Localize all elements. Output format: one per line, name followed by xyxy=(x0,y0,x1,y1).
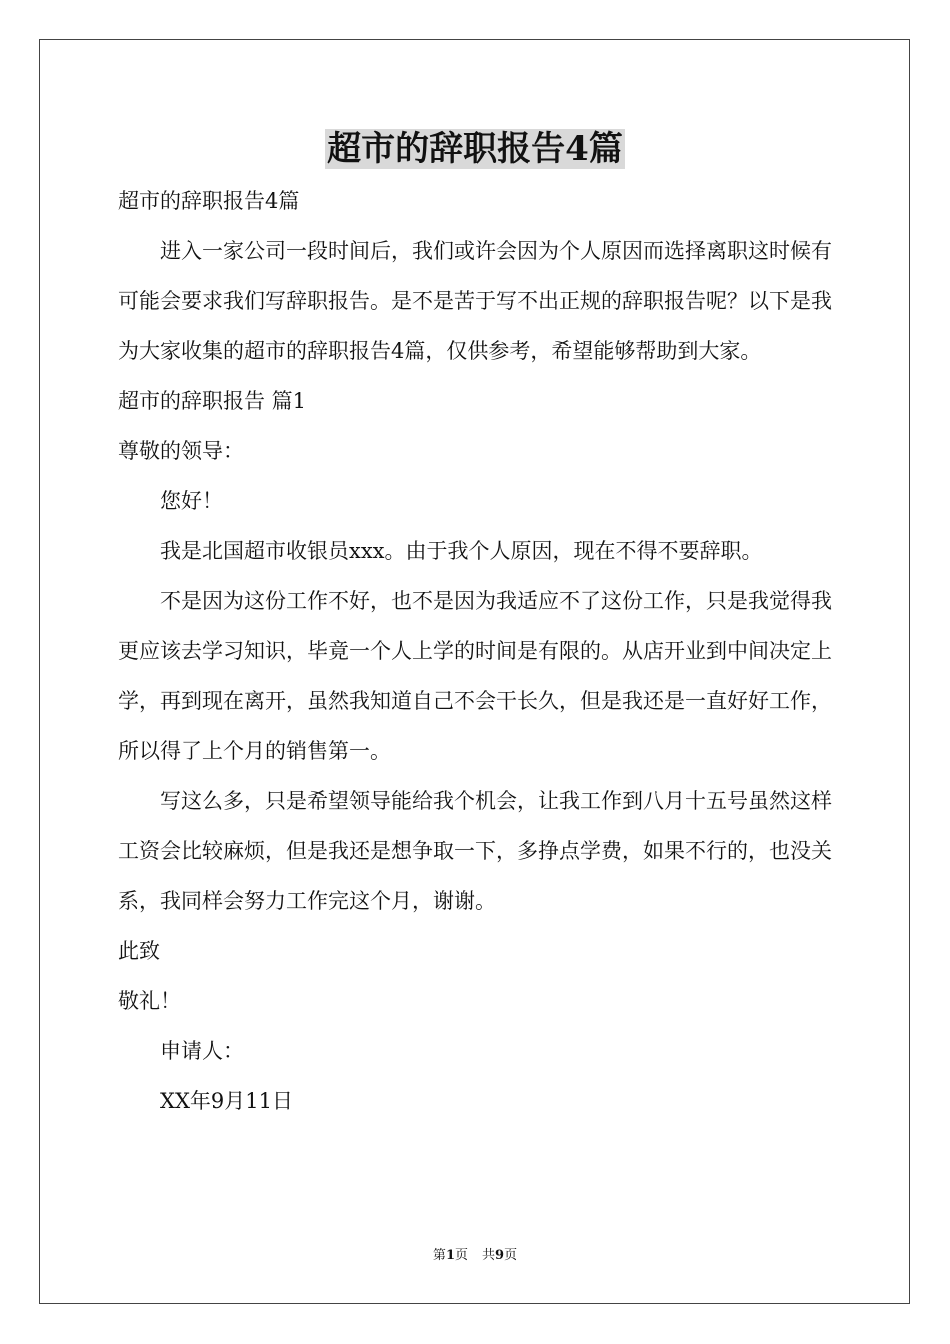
page-label-suffix: 页 xyxy=(454,1248,468,1263)
total-label-suffix: 页 xyxy=(504,1248,518,1263)
body-paragraph-2: 不是因为这份工作不好，也不是因为我适应不了这份工作，只是我觉得我更应该去学习知识，毕竟一个人上学的时间是有限的。从店开业到中间决定上学，再到现在离开，虽然我知道自己不会干长久，但是我还是一直好好工作，所以得了上个月的销售第一。 xyxy=(118,589,832,763)
section-heading: 超市的辞职报告 篇1 xyxy=(118,389,307,413)
body-paragraph-3: 写这么多，只是希望领导能给我个机会，让我工作到八月十五号虽然这样工资会比较麻烦，但是我还是想争取一下，多挣点学费，如果不行的，也没关系，我同样会努力工作完这个月，谢谢。 xyxy=(118,789,832,913)
document-body xyxy=(118,176,836,1126)
page-footer xyxy=(0,1246,950,1266)
page-label-prefix: 第 xyxy=(432,1248,446,1263)
salutation: 尊敬的领导： xyxy=(118,439,244,463)
greeting: 您好！ xyxy=(160,489,223,513)
intro-paragraph: 进入一家公司一段时间后，我们或许会因为个人原因而选择离职这时候有可能会要求我们写辞职报告。是不是苦于写不出正规的辞职报告呢？以下是我为大家收集的超市的辞职报告4篇，仅供参考，希望能够帮助到大家。 xyxy=(118,239,832,363)
applicant-label: 申请人： xyxy=(160,1039,244,1063)
total-label-prefix: 共 xyxy=(482,1248,496,1263)
page-current: 1 xyxy=(445,1248,455,1263)
document-title xyxy=(0,124,950,174)
signature-date: XX年9月11日 xyxy=(160,1089,293,1113)
document-title-text: 超市的辞职报告4篇 xyxy=(327,129,623,169)
page-total: 9 xyxy=(495,1248,505,1263)
document-subtitle: 超市的辞职报告4篇 xyxy=(118,189,300,213)
closing-line-1: 此致 xyxy=(118,939,160,963)
closing-line-2: 敬礼！ xyxy=(118,989,181,1013)
body-paragraph-1: 我是北国超市收银员xxx。由于我个人原因，现在不得不要辞职。 xyxy=(160,539,763,563)
